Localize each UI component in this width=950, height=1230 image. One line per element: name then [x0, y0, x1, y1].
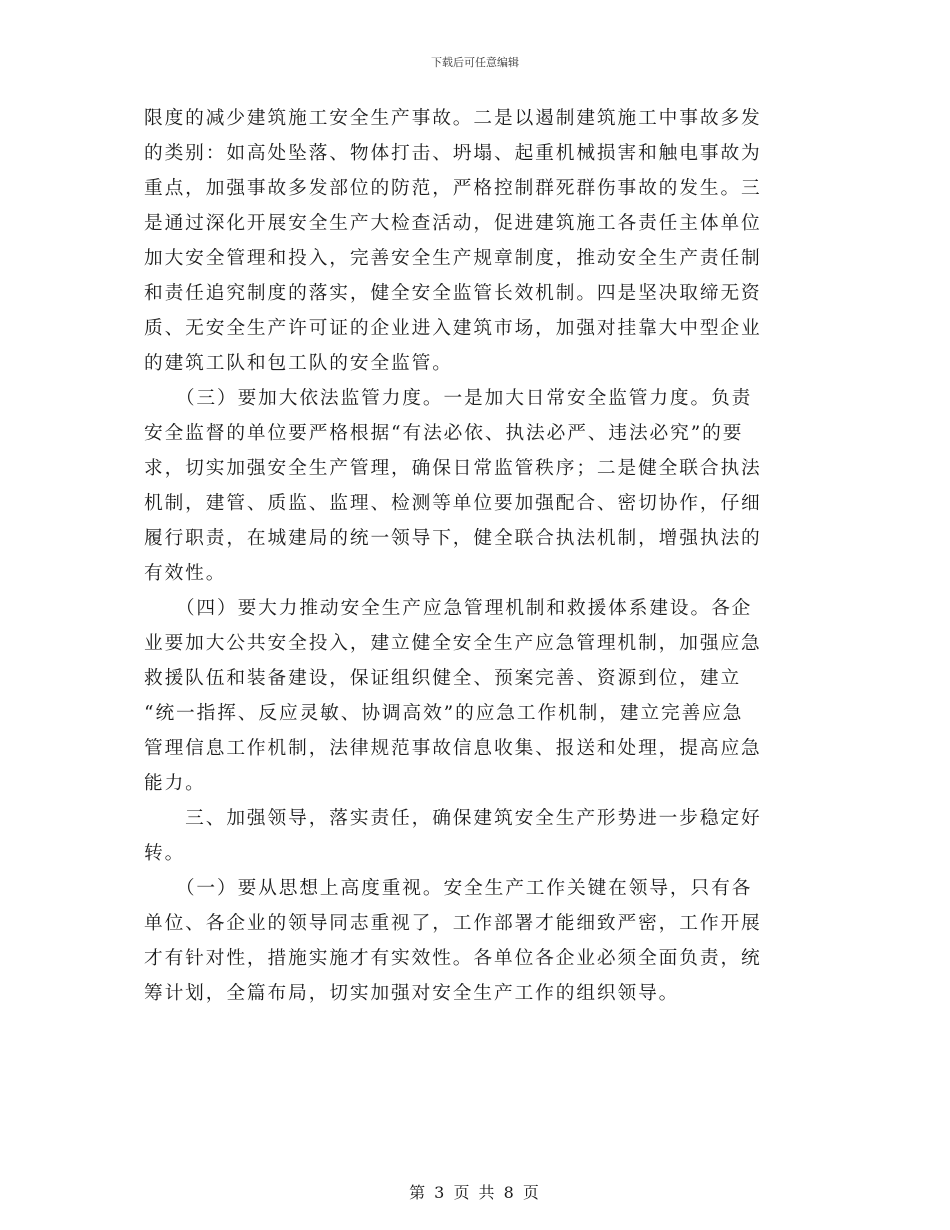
page-number: 第 3 页 共 8 页 — [409, 1183, 541, 1202]
text-line: 重点，加强事故多发部位的防范，严格控制群死群伤事故的发生。三 — [144, 178, 762, 199]
text-line: 管理信息工作机制，法律规范事故信息收集、报送和处理，提高应急 — [144, 738, 762, 759]
text-line: 加大安全管理和投入，完善安全生产规章制度，推动安全生产责任制 — [144, 248, 762, 269]
text-line: 业要加大公共安全投入，建立健全安全生产应急管理机制，加强应急 — [144, 633, 762, 654]
text-line: 才有针对性，措施实施才有实效性。各单位各企业必须全面负责，统 — [144, 948, 762, 969]
text-line: （四）要大力推动安全生产应急管理机制和救援体系建设。各企 — [144, 598, 753, 619]
text-line: 的类别：如高处坠落、物体打击、坍塌、起重机械损害和触电事故为 — [144, 143, 762, 164]
text-line: 履行职责，在城建局的统一领导下，健全联合执法机制，增强执法的 — [144, 528, 762, 549]
text-line: 救援队伍和装备建设，保证组织健全、预案完善、资源到位，建立 — [144, 668, 742, 689]
text-line: 安全监督的单位要严格根据“有法必依、执法必严、违法必究”的要 — [144, 423, 744, 444]
text-line: 是通过深化开展安全生产大检查活动，促进建筑施工各责任主体单位 — [144, 213, 762, 234]
page-header: 下载后可任意编辑 — [431, 56, 519, 69]
text-line: 求，切实加强安全生产管理，确保日常监管秩序；二是健全联合执法 — [144, 458, 762, 479]
document-body — [144, 101, 808, 1011]
text-line: （一）要从思想上高度重视。安全生产工作关键在领导，只有各 — [144, 878, 753, 899]
text-line: 三、加强领导，落实责任，确保建筑安全生产形势进一步稳定好 — [144, 808, 762, 829]
text-line: 限度的减少建筑施工安全生产事故。二是以遏制建筑施工中事故多发 — [144, 108, 762, 129]
text-line: 机制，建管、质监、监理、检测等单位要加强配合、密切协作，仔细 — [144, 493, 762, 514]
text-line: 单位、各企业的领导同志重视了，工作部署才能细致严密，工作开展 — [144, 913, 762, 934]
text-line: 和责任追究制度的落实，健全安全监管长效机制。四是坚决取缔无资 — [144, 283, 762, 304]
text-line: 筹计划，全篇布局，切实加强对安全生产工作的组织领导。 — [144, 983, 680, 1004]
text-line: 转。 — [144, 843, 186, 864]
text-line: 有效性。 — [144, 563, 227, 584]
text-line: 的建筑工队和包工队的安全监管。 — [144, 353, 453, 374]
text-line: 质、无安全生产许可证的企业进入建筑市场，加强对挂靠大中型企业 — [144, 318, 762, 339]
text-line: 能力。 — [144, 773, 206, 794]
text-line: （三）要加大依法监管力度。一是加大日常安全监管力度。负责 — [144, 388, 753, 409]
text-line: “统一指挥、反应灵敏、协调高效”的应急工作机制，建立完善应急 — [144, 703, 744, 724]
